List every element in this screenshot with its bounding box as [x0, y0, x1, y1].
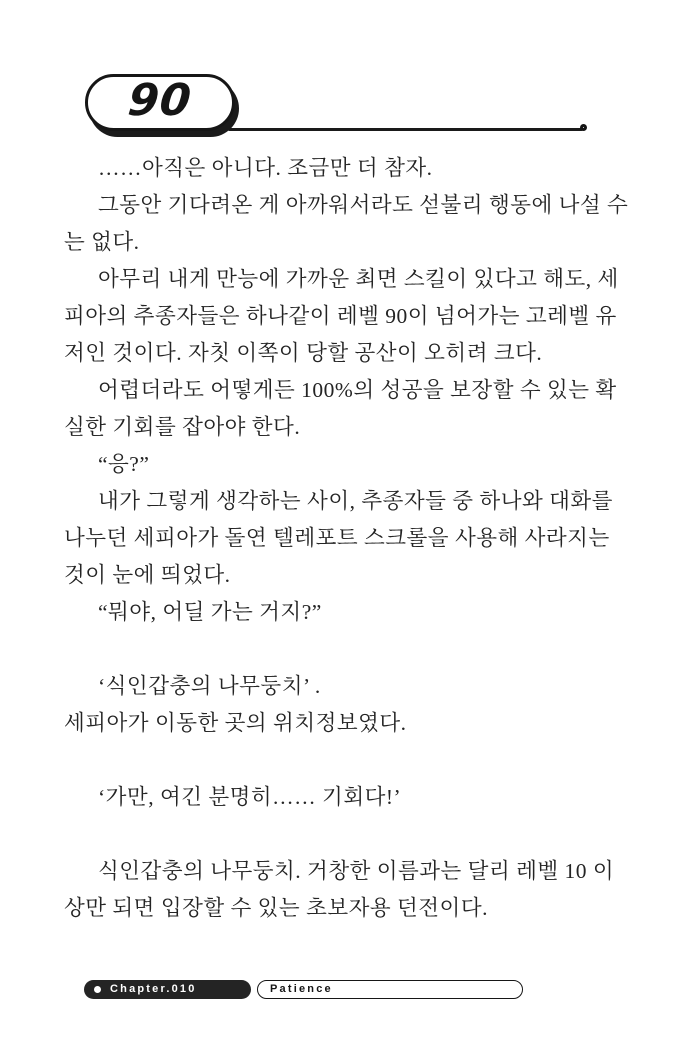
text-line: 는 없다. — [64, 230, 140, 254]
text-line: 세피아가 이동한 곳의 위치정보였다. — [64, 711, 407, 735]
blank-line — [64, 742, 594, 779]
footer-section-label: Patience — [270, 982, 333, 995]
chapter-number: 90 — [125, 74, 195, 126]
text-line: 저인 것이다. 자칫 이쪽이 당할 공산이 오히려 크다. — [64, 341, 543, 365]
text-line: 어렵더라도 어떻게든 100%의 성공을 보장할 수 있는 확 — [98, 378, 617, 402]
footer-chapter-label: Chapter.010 — [110, 982, 197, 995]
text-line: ‘가만, 여긴 분명히…… 기회다!’ — [98, 785, 402, 809]
text-line: ‘식인갑충의 나무둥치’ . — [98, 674, 321, 698]
text-line: 나누던 세피아가 돌연 텔레포트 스크롤을 사용해 사라지는 — [64, 526, 610, 550]
footer-section-pill — [257, 980, 523, 999]
text-line: “응?” — [98, 452, 150, 476]
text-line: 내가 그렇게 생각하는 사이, 추종자들 중 하나와 대화를 — [98, 489, 613, 513]
header-rule-end-dot — [580, 124, 587, 131]
bullet-dot-icon — [94, 986, 101, 993]
text-line: 그동안 기다려온 게 아까워서라도 섣불리 행동에 나설 수 — [98, 193, 629, 217]
text-line: ……아직은 아니다. 조금만 더 참자. — [98, 156, 433, 180]
header-rule-line — [228, 128, 583, 131]
text-line: 것이 눈에 띄었다. — [64, 563, 231, 587]
blank-line — [64, 816, 594, 853]
chapter-number-badge — [85, 74, 235, 131]
blank-line — [64, 631, 594, 668]
text-line: 실한 기회를 잡아야 한다. — [64, 415, 301, 439]
text-line: 상만 되면 입장할 수 있는 초보자용 던전이다. — [64, 896, 488, 920]
body-text — [64, 150, 629, 927]
footer-chapter-pill — [84, 980, 251, 999]
text-line: 피아의 추종자들은 하나같이 레벨 90이 넘어가는 고레벨 유 — [64, 304, 617, 328]
text-line: 식인갑충의 나무둥치. 거창한 이름과는 달리 레벨 10 이 — [98, 859, 615, 883]
text-line: 아무리 내게 만능에 가까운 최면 스킬이 있다고 해도, 세 — [98, 267, 619, 291]
text-line: “뭐야, 어딜 가는 거지?” — [98, 600, 322, 624]
